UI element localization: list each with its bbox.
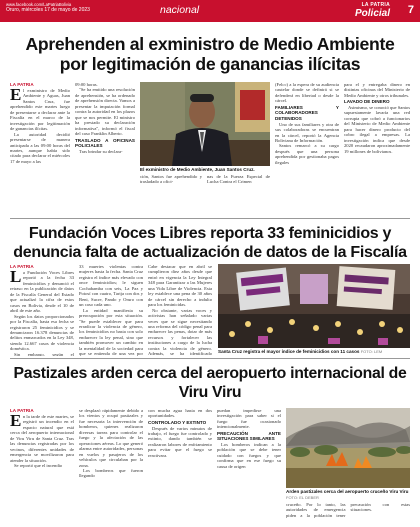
article3-col1-lead: n la tarde de este martes, se registró un incendio en el espacio natural que está cerca del aeropuerto internacional de Viru Viru de Santa Cruz. Tras las denuncias registradas por los vecinos, diferentes unidades de emergencia se movilizaron para atender la situación. [10,414,74,463]
header-info [6,2,90,13]
article1-col4-a: (Felcc) a la espera de su audiencia cautelar donde se definirá si se defenderá en libertad o desde la cárcel. [275,82,339,104]
article1-col4-subhead: FAMILIARES Y COLABORADORES DETENIDOS [275,104,339,121]
page-header-bar [0,0,420,22]
article2-byline: LA PATRIA [10,264,34,269]
article3-col4-b: Los bomberos indican a la población que se debe tener cuidado con fuegos y que confirma que en ese fuego su causa de origen [217,442,281,469]
section-name: nacional [160,4,200,16]
article1-column-3b [207,174,270,214]
newspaper-logo [355,2,390,19]
article3-col2-b: Los bomberos que fueron llegando [79,467,143,479]
brand-section: Policial [354,8,390,19]
article3-col1-b: Se reportó que el incendio [14,463,63,469]
article1-col5-subhead: LAVADO DE DINERO [344,99,390,105]
article1-col4-c: Santos remarcó a su cargo después que una persona aprehendida por gestionaba pagos ilegales [275,143,339,165]
article1-headline: Aprehenden al exministro de Medio Ambiente por legitimación de ganancias ilícitas [25,34,395,74]
article1-col2-b: "Se ha emitido una resolución de aprehensión, se ha ordenado de aprehensión directa. Vamos a presentar la imputación formal contra la autoridad en los plazos que se nos permite. El ministro ha prestado su declaración informativa", informó el fiscal del caso Franklin Alberto. [75,87,135,137]
article1-col3-b: nas de la Fuerza Especial de Lucha Contra el Crimen [207,174,270,185]
article1-dropcap: E [10,85,22,104]
article3-col4-subhead: PRECAUCIÓN ANTE SITUACIONES SIMILARES [217,430,281,442]
page-number: 7 [407,4,414,16]
article1-col2-a: 09:00 horas. [75,82,98,87]
article1-column-1 [10,82,70,214]
photo-vigil-illustration [218,264,410,348]
header-date: Oruro, miércoles 17 de mayo de 2023 [6,7,90,13]
article1-column-4 [275,82,339,214]
article3-column-4 [217,408,281,523]
article2-col1-c: Sin embargo, según el [14,351,74,356]
article1-col1-lead: l exministro de Medio Ambiente y Aguas, Juan Santos Cruz, fue aprehendido este martes luego de presentarse a declarar ante la Fiscalía en el marco de la investigación por legitimación de ganancias ilícitas. [10,88,70,132]
divider-2 [10,358,410,359]
article1-caption-text: El exministro de Medio Ambiente, Juan Santos Cruz. [140,167,255,172]
article3-headline: Pastizales arden cerca del aeropuerto internacional de Viru Viru [13,365,407,401]
article3-dropcap: E [10,411,22,430]
article2-col1-lead: a Fundación Voces Libres reportó a la fecha 33 feminicidios y denunció el retraso en la publicación de datos de la Fiscalía General del Estado que actualizó la cifra de estos casos en Bolivia, desde el 10 de abril de este año. [10,270,74,314]
article1-col5-a: para el y entregaba dinero en distintas oficinas del Ministerio de Medio Ambiente y otros tribunales. [344,82,410,98]
article1-col2-subhead: TRASLADO A OFICINAS POLICIALES [75,137,135,149]
article3-column-5 [286,502,410,524]
article2-column-3 [148,264,212,356]
article3-photo-credit: FOTO: EL DEBER [286,494,319,500]
article1-column-2 [75,82,135,214]
article3-photo-fire [286,408,410,488]
divider-1 [10,218,410,219]
article3-col4-a: puedan impedirse una investigación para saber si el fuego fue ocasionado intencionalmente. [217,408,281,430]
article1-photo-caption [140,167,270,173]
article2-column-1 [10,264,74,356]
article3-byline: LA PATRIA [10,408,34,413]
article1-col3-a: ción, Santos fue aprehendido y trasladado a ofici- [140,174,202,185]
article2-photo-credit: FOTO: LEM [360,349,383,354]
article1-column-3 [140,174,202,214]
article3-photo-caption [286,489,410,500]
article1-photo-exminister [140,82,270,166]
article1-byline: LA PATRIA [10,82,34,87]
article3-col5-a: cruceño. Por lo tanto, las autoridades de emergencia piden a la población tener precaución con estas situaciones. [286,502,410,518]
article2-dropcap: L [10,267,22,286]
article2-col2-a: 33 muertes violentas contra mujeres hasta la fecha. Santa Cruz registra el índice más elevado con once feminicidios; le siguen Cochabamba con seis, La Paz y Potosí con cuatro, Tarija con dos y Beni, Sucre, Pando y Oruro con un caso cada uno. [79,264,143,308]
article3-col2-a: se desplazó rápidamente debido a los vientos y ocupó pastizales y fue necesaria la intervención de bomberos, quienes realizaron diversas tareas para controlar el fuego y la afectación de las operaciones aéreas. Lo que generó alarma entre autoridades, personas en vuelos y pasajeros de los vehículos que circulaban por la zona. [79,408,143,468]
article1-column-5 [344,82,410,214]
article2-col3-a: Cabe destacar que en abril se cumplieron diez años desde que entró en vigencia la Ley Integral 348 para Garantizar a las Mujeres una Vida Libre de Violencia. Esta ley establece una pena de 30 años de cárcel sin derecho a indulto para los feminicidas. [148,264,212,308]
photo-minister-illustration [140,82,270,166]
article1-col2-c: Tras brindar su declara- [79,148,123,154]
article3-column-2 [79,408,143,523]
article3-column-1 [10,408,74,523]
article2-col2-b: La entidad manifiesta su preocupación por esta situación. "Se puede establecer que para erradicar la violencia de género, los feminicidios no basta con solo endurecer la ley penal, sino que también promover un cambio en la mentalidad de la sociedad para que se entienda de una vez por [79,307,143,356]
article1-col4-b: Uno de sus familiares y otra de sus colaboradoras se encuentran en la cárcel, reportó la Agencia Boliviana de Información. [275,121,339,143]
article3-col3-b: Después de varios minutos de trabajo, el fuego fue controlado y extinto, dando también se realizaron labores de enfriamiento para evitar que el fuego se reactivara. [148,425,212,458]
brand-name: LA PATRIA [361,2,390,8]
article2-caption-text: Santa Cruz registra el mayor índice de feminicidios con 11 casos [218,349,360,354]
article3-column-3 [148,408,212,523]
article1-col1-rest: La autoridad decidió presentarse de manera anticipada a las 09:00 horas del martes, aunque había sido citado para declarar el miércoles 17 de mayo a las [10,131,70,164]
article2-photo-vigil [218,264,410,348]
article3-caption-text: Arden pastizales cerca del aeropuerto cruceño Viru Viru [286,489,409,494]
article2-col1-b: Según los datos proporcionados por la Fiscalía, hasta esa fecha se registraron 25 feminicidios y se denunciaron 16.378 denuncias de delitos enmarcados en la Ley 348, siendo 12.667 casos de violencia doméstica. [10,313,74,352]
article3-col3-a: con mucha agua hasta en dos oportunidades. [148,408,212,419]
article3-col3-subhead: CONTROLADO Y EXTINTO [148,419,207,425]
header-website: www.facebook.com/LaPatriaBolivia [6,2,72,7]
article2-column-2 [79,264,143,356]
article2-col3-b: No obstante, varias voces y activistas han señalado varias veces que se sigue necesitando una reforma del código penal para endurecer las penas, dotar de más recursos y fortalecer las instituciones a cargo de la lucha contra la violencia de género. Además, se ha identificado [148,307,212,356]
article2-headline: Fundación Voces Libres reporta 33 feminicidios y denuncia falta de actualización de datos de la Fiscalía [13,225,407,261]
article2-photo-caption [218,349,410,355]
article1-col5-b: Asimismo, se conoció que Santos supuestamente lavaría una red corrupta que cobró a funcionarios del Ministerio de Medio Ambiente para hacer dinero producto del cobro ilegal a empresas. La investigación indica que desde 2020 recaudaron aproximadamente 19 millones de bolivianos. [344,104,410,154]
photo-fire-illustration [286,408,410,488]
